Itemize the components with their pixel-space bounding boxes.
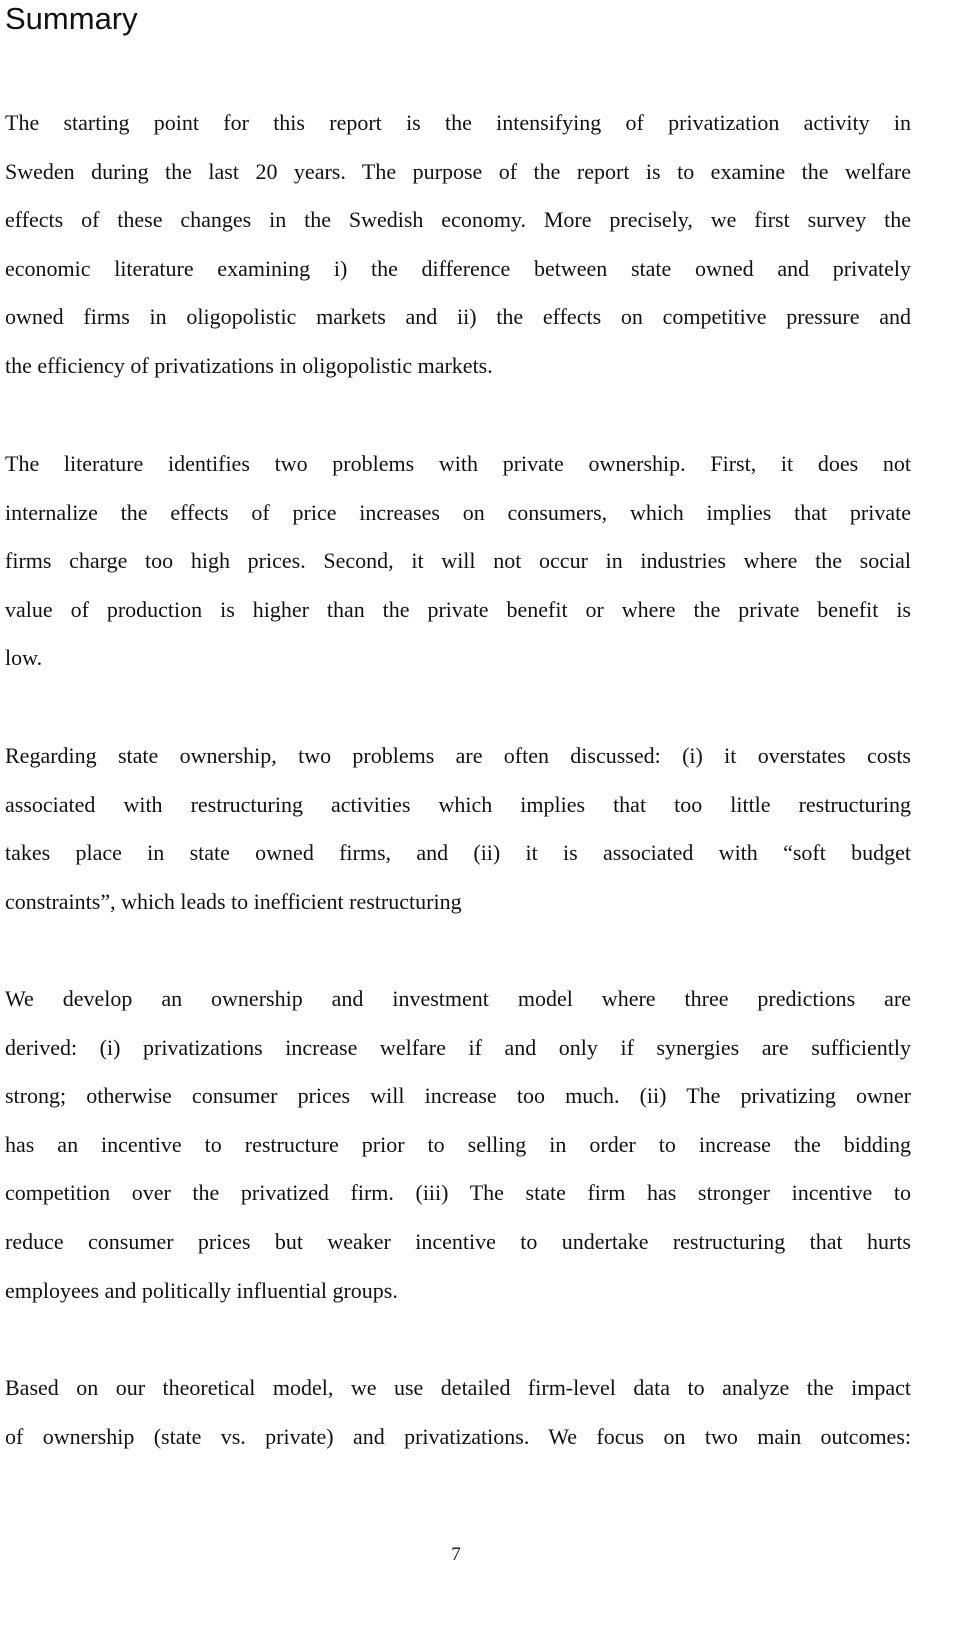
text-line: low. <box>5 645 43 671</box>
text-line: We develop an ownership and investment model where three predictions are <box>5 986 911 1011</box>
text-line: internalize the effects of price increases on consumers, which implies that private <box>5 499 911 525</box>
text-line: The starting point for this report is the intensifying of privatization activity in <box>5 110 911 135</box>
paragraph-3 <box>5 732 911 926</box>
text-line: the efficiency of privatizations in oligopolistic markets. <box>5 352 493 378</box>
text-line: effects of these changes in the Swedish economy. More precisely, we first survey the <box>5 207 911 233</box>
paragraph-1 <box>5 99 911 391</box>
text-line: associated with restructuring activities which implies that too little restructuring <box>5 791 911 817</box>
text-line: of ownership (state vs. private) and privatizations. We focus on two main outcomes: <box>5 1423 911 1449</box>
text-line: Regarding state ownership, two problems are often discussed: (i) it overstates costs <box>5 743 911 768</box>
text-line: reduce consumer prices but weaker incentive to undertake restructuring that hurts <box>5 1228 911 1254</box>
text-line: owned firms in oligopolistic markets and ii) the effects on competitive pressure and <box>5 304 911 330</box>
text-line: derived: (i) privatizations increase welfare if and only if synergies are sufficiently <box>5 1034 911 1060</box>
text-line: The literature identifies two problems with private ownership. First, it does not <box>5 451 911 476</box>
text-line: competition over the privatized firm. (iii) The state firm has stronger incentive to <box>5 1180 911 1206</box>
text-line: Sweden during the last 20 years. The purpose of the report is to examine the welfare <box>5 158 911 184</box>
text-line: strong; otherwise consumer prices will increase too much. (ii) The privatizing owner <box>5 1083 911 1109</box>
paragraph-4 <box>5 975 911 1315</box>
page-number: 7 <box>451 1544 461 1565</box>
paragraph-5 <box>5 1364 911 1461</box>
paragraph-2 <box>5 440 911 683</box>
text-line: economic literature examining i) the difference between state owned and privately <box>5 255 911 281</box>
text-line: Based on our theoretical model, we use detailed firm-level data to analyze the impact <box>5 1375 911 1400</box>
text-line: value of production is higher than the private benefit or where the private benefit is <box>5 596 911 622</box>
text-line: employees and politically influential groups. <box>5 1277 398 1303</box>
text-line: has an incentive to restructure prior to selling in order to increase the bidding <box>5 1131 911 1157</box>
section-heading: Summary <box>5 1 138 36</box>
text-line: constraints”, which leads to inefficient restructuring <box>5 888 462 914</box>
text-line: takes place in state owned firms, and (ii) it is associated with “soft budget <box>5 840 911 866</box>
text-line: firms charge too high prices. Second, it will not occur in industries where the social <box>5 548 911 574</box>
